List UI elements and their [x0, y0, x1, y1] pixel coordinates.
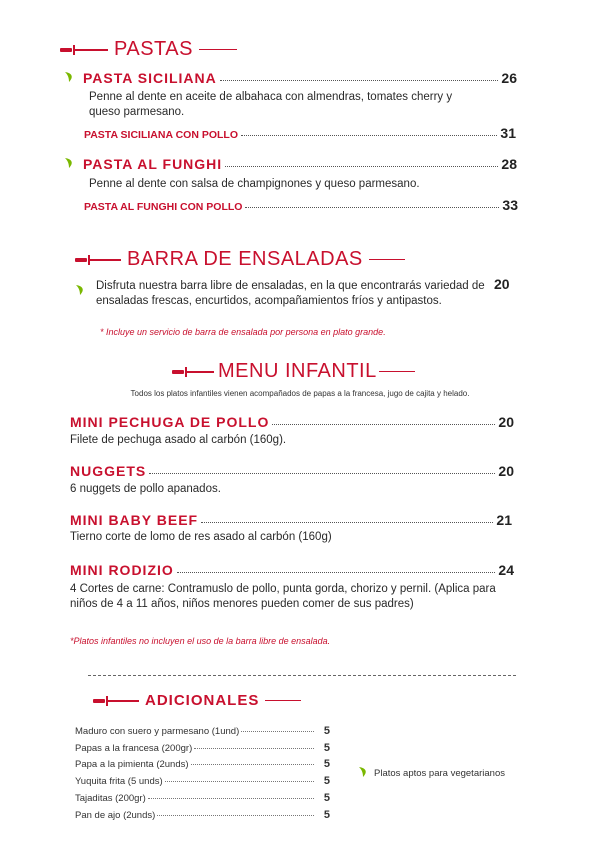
dish-name: PASTA AL FUNGHI	[83, 156, 223, 172]
leaf-icon	[358, 766, 368, 778]
variant-name: PASTA SICILIANA CON POLLO	[84, 129, 238, 141]
addon-row	[75, 775, 330, 787]
leaf-icon	[64, 71, 74, 83]
ensaladas-note: * Incluye un servicio de barra de ensalada por persona en plato grande.	[100, 327, 386, 337]
addon-price: 5	[323, 725, 330, 737]
knife-icon	[60, 45, 108, 55]
variant-row	[84, 197, 518, 213]
dish-name: MINI RODIZIO	[70, 562, 174, 578]
dish-description: Tierno corte de lomo de res asado al carbón (160g)	[70, 531, 332, 543]
vegetarian-legend: Platos aptos para vegetarianos	[374, 768, 505, 779]
variant-name: PASTA AL FUNGHI CON POLLO	[84, 201, 243, 213]
addon-name: Yuquita frita (5 unds)	[75, 776, 163, 787]
section-header-ensaladas	[75, 248, 405, 271]
ensaladas-price: 20	[494, 276, 510, 292]
leaf-icon	[75, 284, 85, 296]
knife-icon	[93, 696, 139, 706]
addon-row	[75, 792, 330, 804]
addon-name: Tajaditas (200gr)	[75, 793, 146, 804]
addon-price: 5	[323, 809, 330, 821]
addon-row	[75, 725, 330, 737]
section-title: BARRA DE ENSALADAS	[127, 248, 363, 270]
dish-description: 4 Cortes de carne: Contramuslo de pollo, punta gorda, chorizo y pernil. (Aplica para niños de 4 a 11 años, niños menores pueden comer de sus padres)	[70, 583, 496, 610]
addon-name: Pan de ajo (2unds)	[75, 810, 156, 821]
divider	[199, 49, 237, 51]
infantil-intro: Todos los platos infantiles vienen acompañados de papas a la francesa, jugo de cajita y helado.	[130, 389, 470, 398]
divider	[265, 700, 301, 702]
addon-name: Papa a la pimienta (2unds)	[75, 759, 189, 770]
addon-price: 5	[323, 775, 330, 787]
addon-price: 5	[323, 742, 330, 754]
section-title: ADICIONALES	[145, 692, 260, 709]
dish-price: 20	[498, 463, 514, 479]
dish-row	[83, 70, 517, 86]
section-title: MENU INFANTIL	[218, 360, 377, 382]
variant-row	[84, 125, 516, 141]
dish-price: 20	[498, 414, 514, 430]
divider	[379, 371, 415, 373]
knife-icon	[172, 367, 214, 377]
leaf-icon	[64, 157, 74, 169]
dish-description: Penne al dente en aceite de albahaca con almendras, tomates cherry y queso parmesano.	[89, 91, 453, 118]
addon-price: 5	[323, 792, 330, 804]
section-header-adicionales	[93, 692, 301, 709]
dish-name: PASTA SICILIANA	[83, 70, 217, 86]
dish-price: 28	[501, 156, 517, 172]
variant-price: 33	[502, 197, 518, 213]
dish-price: 24	[498, 562, 514, 578]
dish-name: MINI BABY BEEF	[70, 512, 199, 528]
dish-row	[70, 512, 512, 528]
dish-name: NUGGETS	[70, 463, 147, 479]
dish-description: 6 nuggets de pollo apanados.	[70, 483, 221, 495]
variant-price: 31	[500, 125, 516, 141]
dish-row	[70, 562, 514, 578]
dish-name: MINI PECHUGA DE POLLO	[70, 414, 270, 430]
addon-row	[75, 758, 330, 770]
dish-description: Filete de pechuga asado al carbón (160g).	[70, 434, 287, 446]
addon-name: Papas a la francesa (200gr)	[75, 743, 193, 754]
section-header-infantil	[172, 360, 415, 383]
section-title: PASTAS	[114, 38, 193, 60]
infantil-footnote: *Platos infantiles no incluyen el uso de la barra libre de ensalada.	[70, 636, 331, 646]
dish-row	[70, 414, 514, 430]
dish-price: 21	[496, 512, 512, 528]
section-header-pastas	[60, 38, 237, 61]
ensaladas-description: Disfruta nuestra barra libre de ensaladas, en la que encontrarás variedad de ensaladas frescas, encurtidos, acompañamientos fríos y antipastos.	[96, 280, 485, 307]
separator-line	[88, 675, 516, 676]
addon-price: 5	[323, 758, 330, 770]
dish-row	[70, 463, 514, 479]
addon-row	[75, 809, 330, 821]
addon-row	[75, 742, 330, 754]
dish-row	[83, 156, 517, 172]
divider	[369, 259, 405, 261]
dish-price: 26	[501, 70, 517, 86]
knife-icon	[75, 255, 121, 265]
dish-description: Penne al dente con salsa de champignones y queso parmesano.	[89, 178, 420, 190]
addon-name: Maduro con suero y parmesano (1und)	[75, 726, 240, 737]
